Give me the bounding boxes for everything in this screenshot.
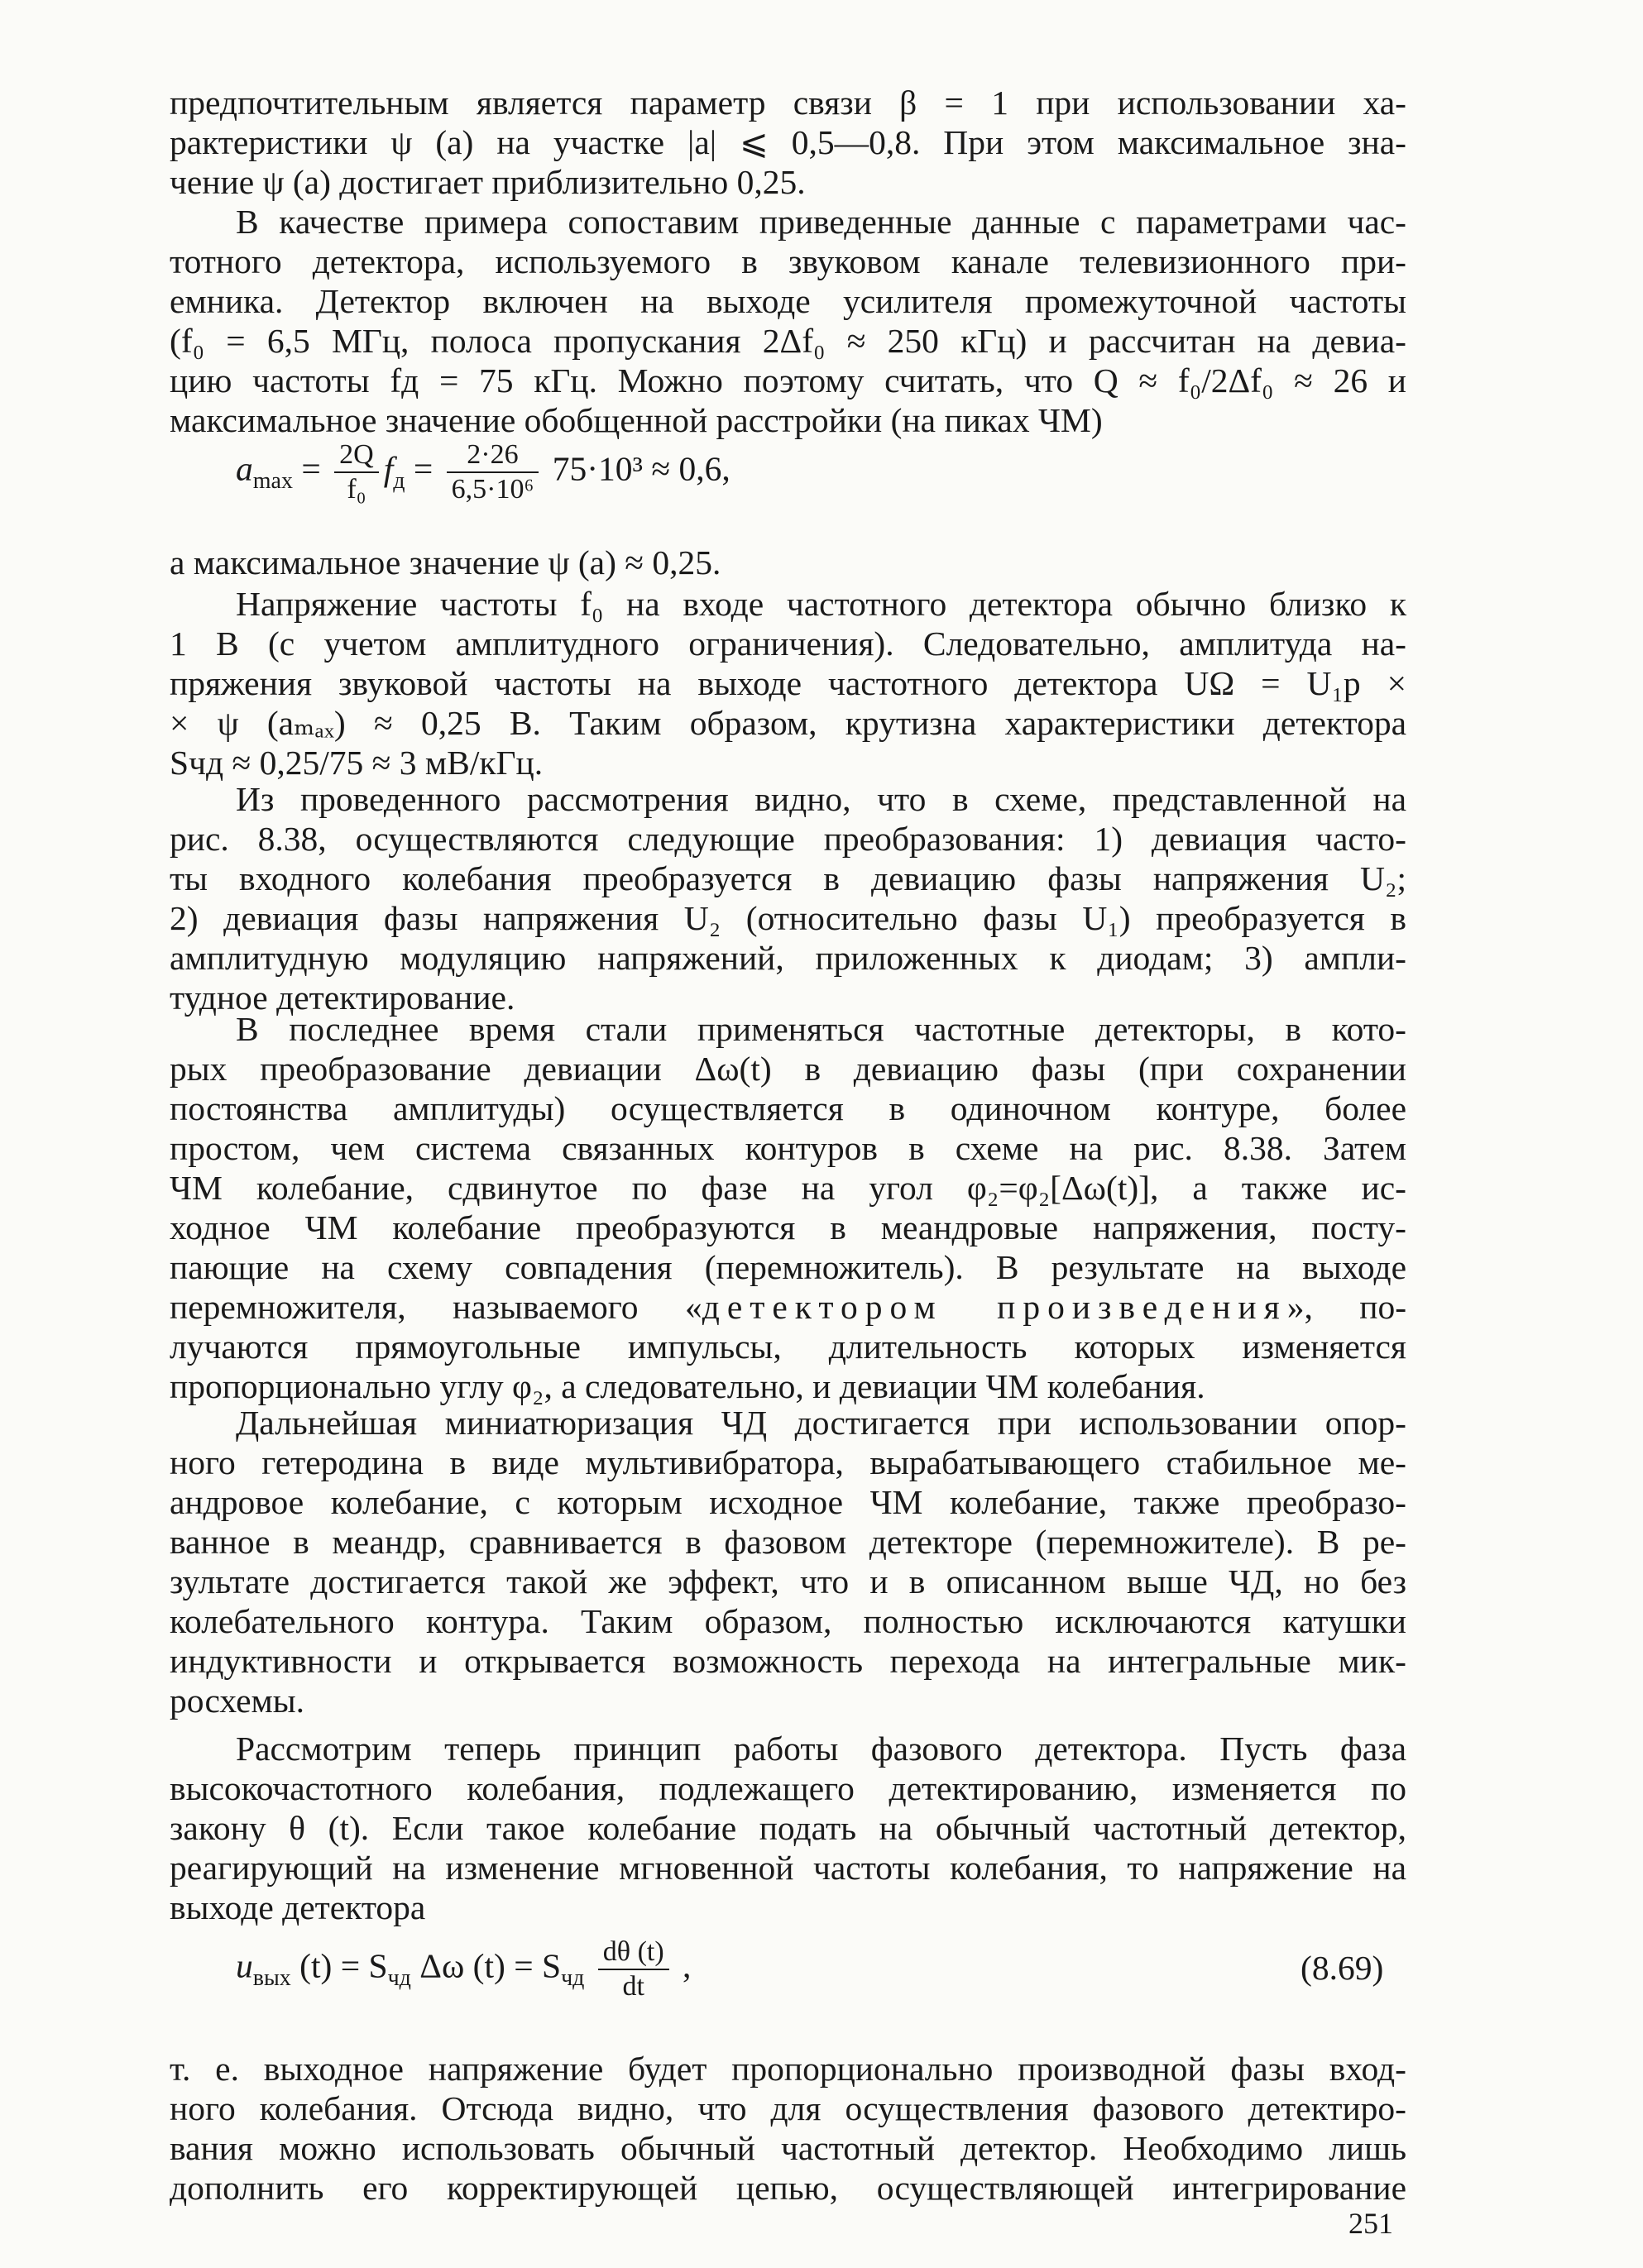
text-line: рых преобразование девиации Δω(t) в девиацию фазы (при сохранении: [170, 1050, 1406, 1088]
fraction-denominator: dt: [622, 1971, 644, 2002]
text-line: ного колебания. Отсюда видно, что для осуществления фазового детектиро-: [170, 2089, 1406, 2127]
fraction-numerator: 2·26: [447, 438, 539, 473]
text-line: простом, чем система связанных контуров в схеме на рис. 8.38. Затем: [170, 1129, 1406, 1167]
formula-8-69: [236, 1935, 691, 2003]
text-line: чение ψ (a) достигает приблизительно 0,25.: [170, 163, 806, 201]
spaced-term: детектором произведения: [702, 1288, 1287, 1326]
equation-number: (8.69): [1301, 1949, 1384, 1987]
formula-tail: ,: [683, 1946, 692, 1985]
text-line: Sчд ≈ 0,25/75 ≈ 3 мВ/кГц.: [170, 744, 544, 782]
fraction-denominator: 6,5·10⁶: [451, 474, 534, 505]
fraction-numerator: dθ (t): [598, 1935, 669, 1970]
formula-symbol: u: [236, 1946, 253, 1985]
text-line: Из проведенного рассмотрения видно, что в схеме, представленной на: [236, 780, 1406, 818]
text-line: т. е. выходное напряжение будет пропорционально производной фазы вход-: [170, 2050, 1406, 2088]
text-line: зультате достигается такой же эффект, что и в описанном выше ЧД, но без: [170, 1562, 1406, 1601]
text-line: Напряжение частоты f₀ на входе частотного детектора обычно близко к: [236, 585, 1406, 623]
text-line: тудное детектирование.: [170, 978, 515, 1017]
text-line: индуктивности и открывается возможность перехода на интегральные мик-: [170, 1642, 1406, 1680]
text-line: предпочтительным является параметр связи β = 1 при использовании ха-: [170, 84, 1406, 122]
text-line: ванное в меандр, сравнивается в фазовом детекторе (перемножителе). В ре-: [170, 1523, 1406, 1561]
text-line: амплитудную модуляцию напряжений, приложенных к диодам; 3) ампли-: [170, 939, 1406, 977]
text-line: максимальное значение обобщенной расстройки (на пиках ЧМ): [170, 401, 1103, 439]
text-fragment: », по-: [1286, 1288, 1407, 1326]
paragraph-7: [170, 1729, 1406, 1927]
text-line: цию частоты fд = 75 кГц. Можно поэтому считать, что Q ≈ f₀/2Δf₀ ≈ 26 и: [170, 361, 1406, 400]
text-line: вания можно использовать обычный частотный детектор. Необходимо лишь: [170, 2129, 1406, 2167]
fraction-numerator: 2Q: [334, 438, 379, 473]
text-line: 1 В (с учетом амплитудного ограничения). Следовательно, амплитуда на-: [170, 624, 1406, 663]
text-line: дополнить его корректирующей цепью, осуществляющей интегрирование: [170, 2169, 1406, 2207]
text-line: андровое колебание, с которым исходное ЧМ колебание, также преобразо-: [170, 1483, 1406, 1521]
line-after-formula: [170, 543, 1406, 582]
text-line: Рассмотрим теперь принцип работы фазового детектора. Пусть фаза: [236, 1730, 1406, 1768]
text-line: рис. 8.38, осуществляются следующие преобразования: 1) девиация часто-: [170, 820, 1406, 858]
formula-equals: =: [413, 449, 434, 488]
text-line: × ψ (aₘₐₓ) ≈ 0,25 В. Таким образом, крутизна характеристики детектора: [170, 704, 1406, 742]
paragraph-1: [170, 83, 1406, 202]
formula-fraction: [598, 1935, 669, 2003]
text-line: В последнее время стали применяться частотные детекторы, в кото-: [236, 1010, 1406, 1048]
text-line: В качестве примера сопоставим приведенные данные с параметрами час-: [236, 203, 1406, 241]
formula-symbol: a: [236, 449, 253, 488]
text-line: Дальнейшая миниатюризация ЧД достигается при использовании опор-: [236, 1404, 1406, 1442]
text-line: лучаются прямоугольные импульсы, длительность которых изменяется: [170, 1328, 1406, 1366]
text-line: пропорционально углу φ₂, а следовательно, и девиации ЧМ колебания.: [170, 1367, 1205, 1405]
page-number: 251: [1348, 2207, 1393, 2240]
text-line: росхемы.: [170, 1682, 305, 1720]
formula-subscript: д: [393, 467, 405, 494]
formula-subscript: чд: [561, 1964, 585, 1991]
text-line: реагирующий на изменение мгновенной частоты колебания, то напряжение на: [170, 1849, 1406, 1887]
text-line: рактеристики ψ (a) на участке |a| ⩽ 0,5—0,8. При этом максимальное зна-: [170, 123, 1406, 161]
text-line: колебательного контура. Таким образом, полностью исключаются катушки: [170, 1602, 1406, 1640]
text-line: а максимальное значение ψ (a) ≈ 0,25.: [170, 543, 721, 581]
text-line: высокочастотного колебания, подлежащего детектированию, изменяется по: [170, 1769, 1406, 1807]
paragraph-8: [170, 2049, 1406, 2208]
text-line: выходе детектора: [170, 1888, 426, 1926]
paragraph-2: [170, 202, 1406, 440]
text-line: ЧМ колебание, сдвинутое по фазе на угол φ₂=φ₂[Δω(t)], а также ис-: [170, 1169, 1406, 1207]
paragraph-5: [170, 1009, 1406, 1406]
text-line: ты входного колебания преобразуется в девиацию фазы напряжения U₂;: [170, 859, 1406, 897]
formula-subscript: чд: [387, 1964, 411, 1991]
formula-part: (t) = S: [299, 1946, 388, 1985]
text-line: тотного детектора, используемого в звуковом канале телевизионного при-: [170, 242, 1406, 280]
text-line: пающие на схему совпадения (перемножитель). В результате на выходе: [170, 1248, 1406, 1286]
formula-subscript: max: [252, 467, 293, 494]
formula-fraction: [447, 438, 539, 506]
formula-part: Δω (t) = S: [419, 1946, 562, 1985]
paragraph-3: [170, 584, 1406, 782]
text-line: [170, 1287, 1406, 1327]
text-line: емника. Детектор включен на выходе усилителя промежуточной частоты: [170, 282, 1406, 320]
text-line: 2) девиация фазы напряжения U₂ (относительно фазы U₁) преобразуется в: [170, 899, 1406, 937]
text-line: закону θ (t). Если такое колебание подать на обычный частотный детектор,: [170, 1809, 1406, 1847]
formula-equals: =: [301, 449, 321, 488]
paragraph-6: [170, 1403, 1406, 1720]
formula-a-max: [236, 438, 730, 506]
formula-fraction: [334, 438, 379, 506]
fraction-denominator: f₀: [347, 474, 366, 505]
text-line: постоянства амплитуды) осуществляется в одиночном контуре, более: [170, 1089, 1406, 1127]
formula-tail: 75·10³ ≈ 0,6,: [552, 449, 730, 488]
text-line: (f₀ = 6,5 МГц, полоса пропускания 2Δf₀ ≈ 250 кГц) и рассчитан на девиа-: [170, 322, 1406, 360]
formula-symbol: f: [383, 449, 394, 488]
text-line: пряжения звуковой частоты на выходе частотного детектора UΩ = U₁р ×: [170, 664, 1406, 702]
text-line: ходное ЧМ колебание преобразуются в меандровые напряжения, посту-: [170, 1208, 1406, 1246]
formula-subscript: вых: [252, 1964, 291, 1991]
text-line: ного гетеродина в виде мультивибратора, вырабатывающего стабильное ме-: [170, 1443, 1406, 1481]
paragraph-4: [170, 779, 1406, 1017]
text-fragment: перемножителя, называемого «: [170, 1288, 702, 1326]
